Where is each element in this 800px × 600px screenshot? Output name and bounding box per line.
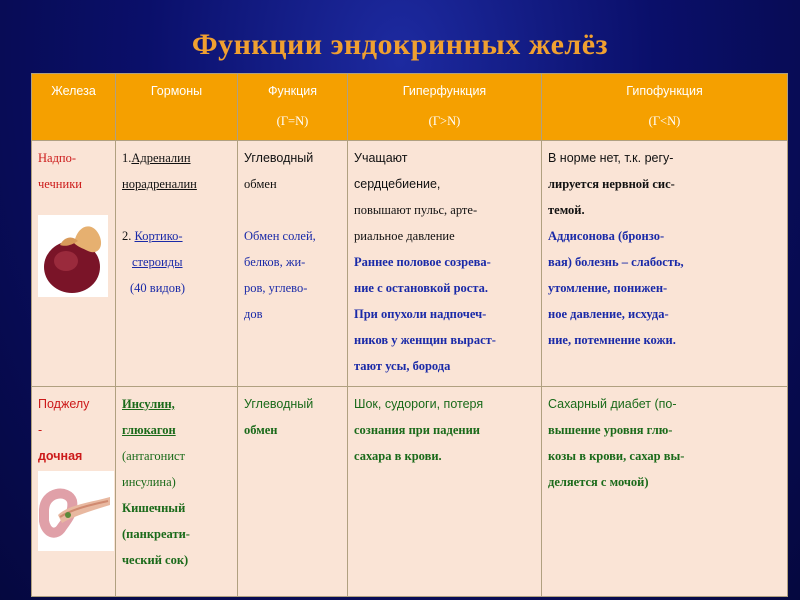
cell-hypofunction: Сахарный диабет (по- вышение уровня глю- козы в крови, сахар вы- деляется с мочой) <box>542 387 788 597</box>
header-hormones: Гормоны <box>116 74 238 141</box>
cell-function: Углеводный обмен Обмен солей, белков, жи- ров, углево- дов <box>238 141 348 387</box>
cell-hyperfunction: Учащают сердцебиение, повышают пульс, арте- риальное давление Раннее половое созрева- ние с остановкой роста. При опухоли надпочеч- ников у женщин выраст- тают усы, борода <box>348 141 542 387</box>
endocrine-table <box>31 73 788 597</box>
pancreas-illustration <box>38 471 109 560</box>
cell-gland: Поджелу - дочная <box>32 387 116 597</box>
header-hyperfunction: Гиперфункция (Г>N) <box>348 74 542 141</box>
header-gland: Железа <box>32 74 116 141</box>
table-header-row <box>32 74 788 141</box>
header-hypofunction: Гипофункция (Г<N) <box>542 74 788 141</box>
cell-function: Углеводный обмен <box>238 387 348 597</box>
cell-hormones: Инсулин, глюкагон (антагонист инсулина) Кишечный (панкреати- ческий сок) <box>116 387 238 597</box>
page-title: Функции эндокринных желёз <box>191 28 609 61</box>
adrenal-gland-illustration <box>38 215 109 306</box>
table-row <box>32 387 788 597</box>
cell-gland: Надпо- чечники <box>32 141 116 387</box>
header-function: Функция (Г=N) <box>238 74 348 141</box>
table-row <box>32 141 788 387</box>
cell-hormones: 1.Адреналин норадреналин 2. Кортико- стероиды (40 видов) <box>116 141 238 387</box>
cell-hyperfunction: Шок, судороги, потеря сознания при падении сахара в крови. <box>348 387 542 597</box>
cell-hypofunction: В норме нет, т.к. регу- лируется нервной сис- темой. Аддисонова (бронзо- вая) болезнь – слабость, утомление, понижен- ное давление, исхуда- ние, потемнение кожи. <box>542 141 788 387</box>
